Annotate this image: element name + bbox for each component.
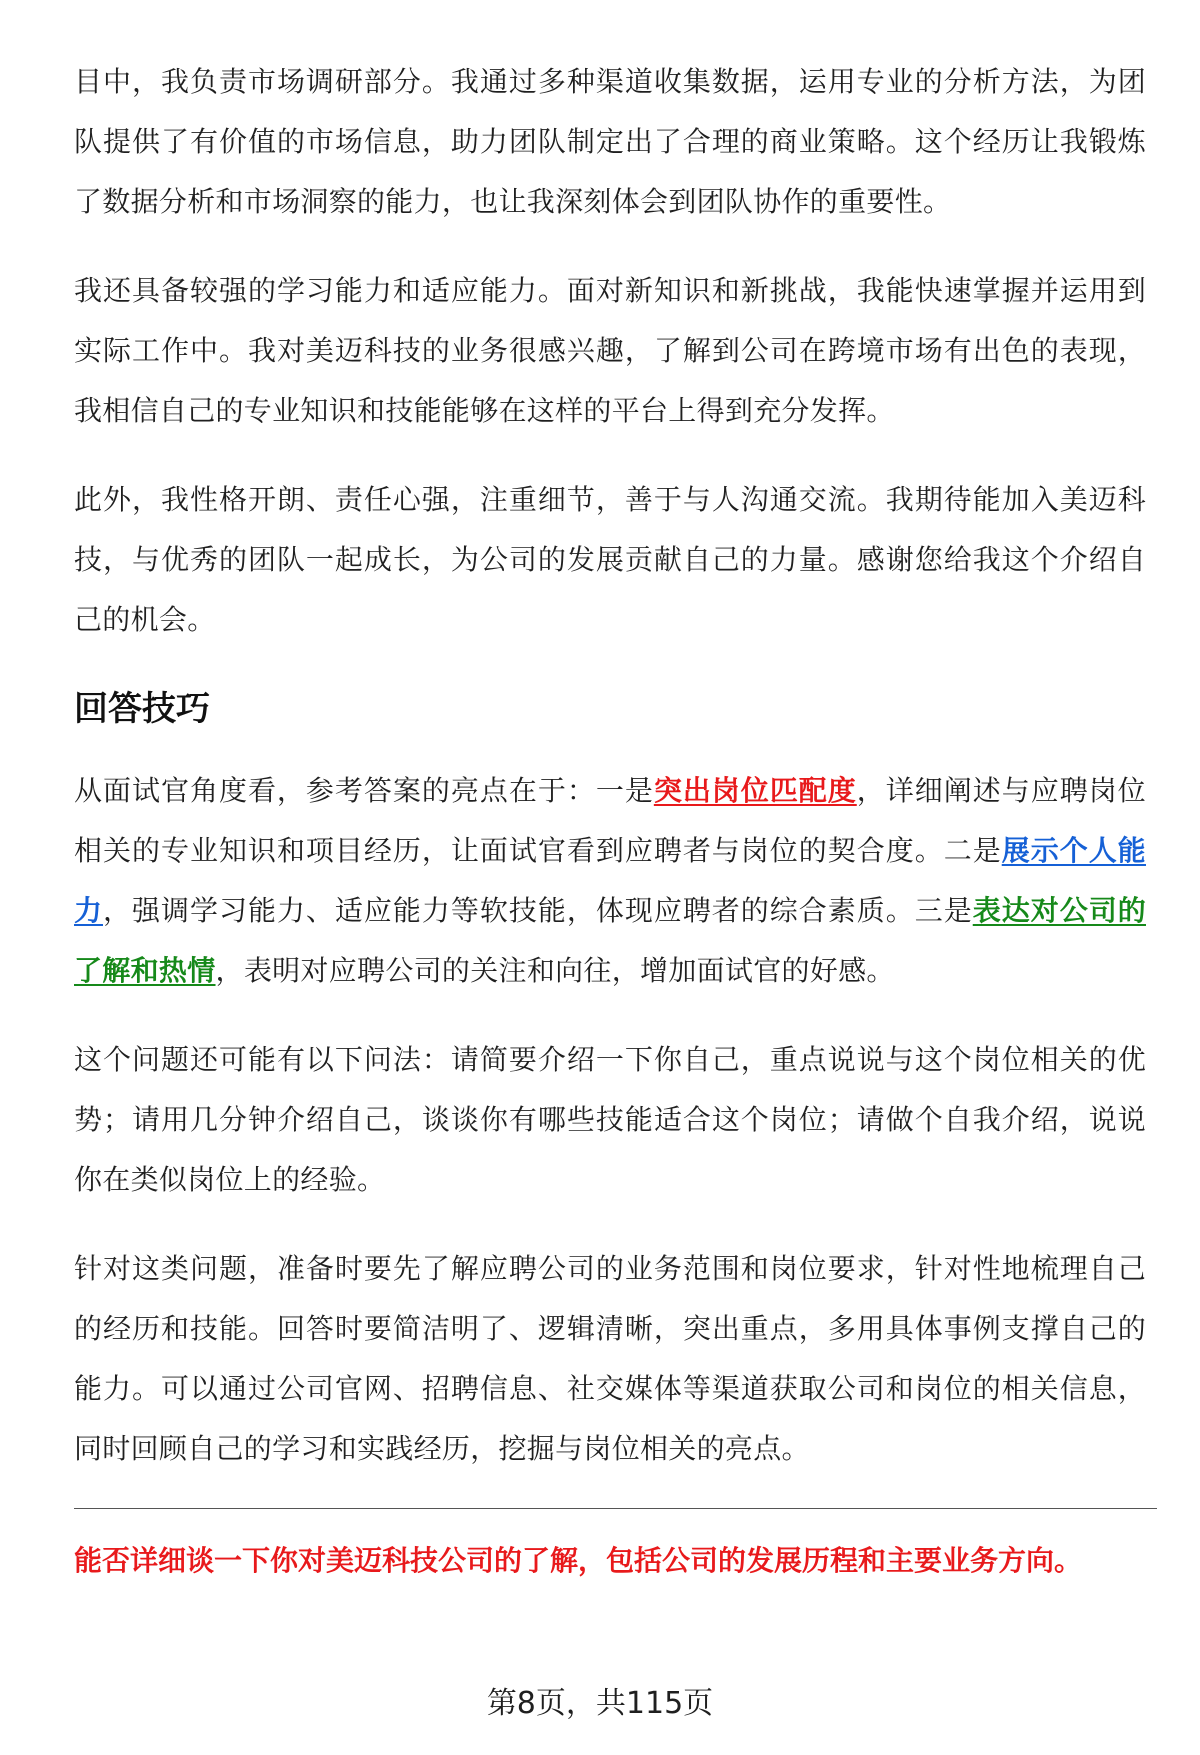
answer-paragraph-2: 我还具备较强的学习能力和适应能力。面对新知识和新挑战，我能快速掌握并运用到实际工作中。我对美迈科技的业务很感兴趣，了解到公司在跨境市场有出色的表现，我相信自己的专业知识和技能能够在这样的平台上得到充分发挥。 bbox=[74, 274, 1146, 427]
document-page bbox=[74, 52, 1146, 1583]
tips-text-4: ，表明对应聘公司的关注和向往，增加面试官的好感。 bbox=[215, 954, 895, 987]
next-question: 能否详细谈一下你对美迈科技公司的了解，包括公司的发展历程和主要业务方向。 bbox=[74, 1544, 1083, 1577]
highlight-company-passion: 表达对公司的了解和热情 bbox=[74, 894, 1146, 987]
highlight-job-match: 突出岗位匹配度 bbox=[653, 774, 857, 807]
page-number: 第8页，共115页 bbox=[486, 1686, 714, 1721]
tips-text-1: 从面试官角度看，参考答案的亮点在于：一是 bbox=[74, 774, 654, 807]
tips-text-2: ，详细阐述与应聘岗位相关的专业知识和项目经历，让面试官看到应聘者与岗位的契合度。二是 bbox=[74, 774, 1146, 867]
tips-text-3: ，强调学习能力、适应能力等软技能，体现应聘者的综合素质。三是 bbox=[103, 894, 973, 927]
preparation-paragraph: 针对这类问题，准备时要先了解应聘公司的业务范围和岗位要求，针对性地梳理自己的经历和技能。回答时要简洁明了、逻辑清晰，突出重点，多用具体事例支撑自己的能力。可以通过公司官网、招聘信息、社交媒体等渠道获取公司和岗位的相关信息，同时回顾自己的学习和实践经历，挖掘与岗位相关的亮点。 bbox=[74, 1252, 1146, 1465]
answer-paragraph-3: 此外，我性格开朗、责任心强，注重细节，善于与人沟通交流。我期待能加入美迈科技，与优秀的团队一起成长，为公司的发展贡献自己的力量。感谢您给我这个介绍自己的机会。 bbox=[74, 483, 1146, 636]
divider bbox=[74, 1508, 1157, 1509]
tips-paragraph bbox=[74, 761, 1146, 1001]
highlight-personal-ability: 展示个人能力 bbox=[74, 834, 1146, 927]
variants-paragraph: 这个问题还可能有以下问法：请简要介绍一下你自己，重点说说与这个岗位相关的优势；请用几分钟介绍自己，谈谈你有哪些技能适合这个岗位；请做个自我介绍，说说你在类似岗位上的经验。 bbox=[74, 1043, 1146, 1196]
answer-paragraph-1: 目中，我负责市场调研部分。我通过多种渠道收集数据，运用专业的分析方法，为团队提供了有价值的市场信息，助力团队制定出了合理的商业策略。这个经历让我锻炼了数据分析和市场洞察的能力，也让我深刻体会到团队协作的重要性。 bbox=[74, 65, 1146, 218]
section-heading: 回答技巧 bbox=[74, 689, 210, 729]
